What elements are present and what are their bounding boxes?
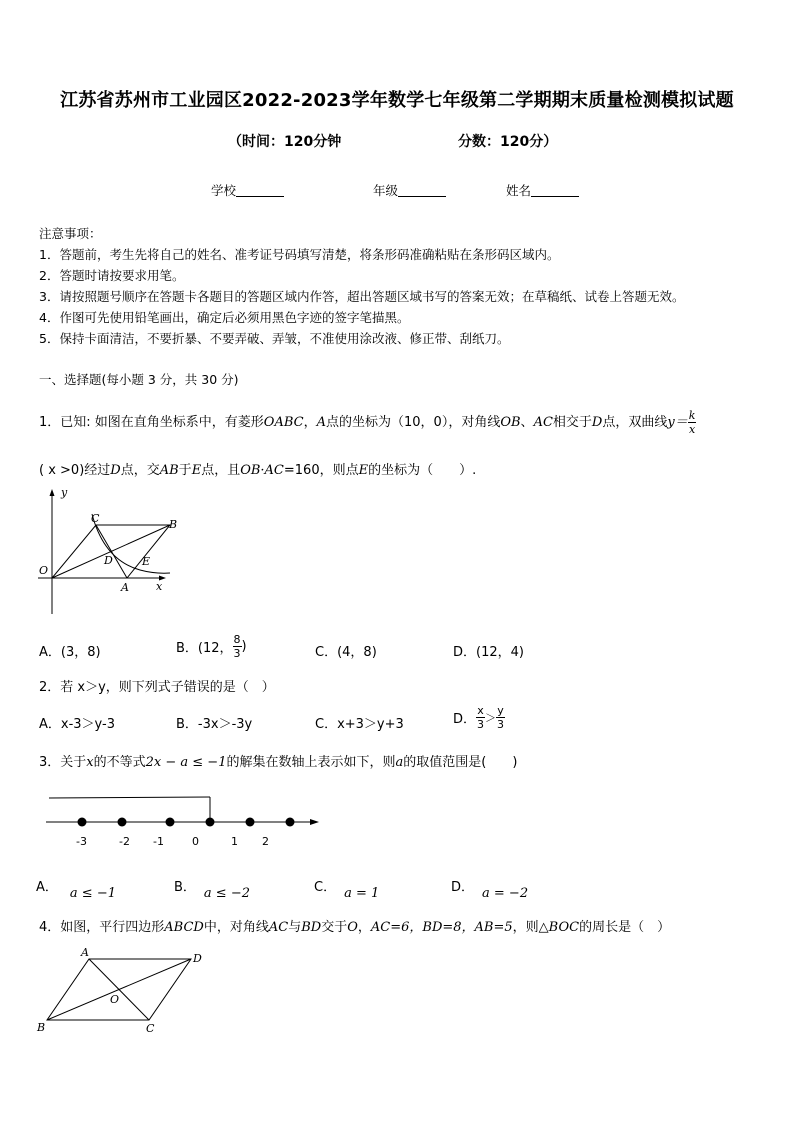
note-item: 3．请按照题号顺序在答题卡各题目的答题区域内作答，超出答题区域书写的答案无效；在草稿纸、试卷上答题无效。 [39,289,685,304]
school-label: 学校 [211,183,237,198]
q2-option-c[interactable]: C．x+3＞y+3 [315,717,404,732]
note-item: 1．答题前，考生先将自己的姓名、准考证号码填写清楚，将条形码准确粘贴在条形码区域内。 [39,247,560,262]
tick-label: 2 [262,835,269,848]
exam-title: 江苏省苏州市工业园区2022-2023学年数学七年级第二学期期末质量检测模拟试题 [60,90,734,111]
q1-option-d[interactable]: D．(12，4) [453,645,524,660]
label-c: C [91,512,100,525]
q1-option-c[interactable]: C．(4，8) [315,645,377,660]
q3-option-d[interactable]: D． a = −2 [451,880,529,901]
tick-dot [118,818,127,827]
label-a: A [121,581,129,594]
name-field [506,181,579,199]
label-x: x [156,580,163,593]
tick-label: 0 [192,835,199,848]
tick-label: -2 [119,835,130,848]
notes-heading: 注意事项： [39,226,102,241]
tick-dot [206,818,215,827]
label-a: A [81,946,89,959]
label-d: D [104,554,113,567]
label-d: D [193,952,202,965]
question-1-line2: ( x >0)经过D点，交AB于E点，且OB·AC=160，则点E的坐标为（ ）. [39,463,477,478]
number-line-figure [40,790,330,852]
q3-option-b[interactable]: B． a ≤ −2 [174,880,250,901]
tick-dot [78,818,87,827]
note-item: 2．答题时请按要求用笔。 [39,268,185,283]
question-2: 2．若 x＞y，则下列式子错误的是（ ） [39,680,275,695]
label-b: B [37,1021,46,1034]
grade-field [373,181,446,199]
tick-label: -1 [153,835,164,848]
q1-option-b[interactable]: B．(12， $\frac{8}{3}$ ) [176,633,247,660]
q2-option-b[interactable]: B．-3x＞-3y [176,717,253,732]
tick-dot [286,818,295,827]
tick-label: 1 [231,835,238,848]
tick-dot [246,818,255,827]
y-axis-arrow [50,489,55,496]
name-blank[interactable] [531,183,579,197]
question-1-line1: 1．已知: 如图在直角坐标系中，有菱形OABC，A点的坐标为（10，0），对角线OB、AC相交于D点，双曲线y＝ $\frac{k}{x}$ [39,409,696,436]
solution-bracket-top [49,797,210,798]
school-blank[interactable] [236,183,284,197]
note-item: 5．保持卡面清洁，不要折暴、不要弄破、弄皱，不准使用涂改液、修正带、刮纸刀。 [39,331,510,346]
section-heading: 一、选择题(每小题 3 分，共 30 分) [39,372,239,387]
label-o: O [110,993,120,1006]
grade-label: 年级 [373,183,399,198]
parallelogram-figure [30,940,220,1040]
q1-option-a[interactable]: A．(3，8) [39,645,101,660]
q3-option-c[interactable]: C． a = 1 [314,880,380,901]
total-score: 分数：120分） [458,134,558,150]
note-item: 4．作图可先使用铅笔画出，确定后必须用黑色字迹的签字笔描黑。 [39,310,410,325]
label-o: O [39,564,49,577]
diagonal-ac [96,525,127,578]
time-limit: （时间：120分钟 [228,134,342,150]
label-b: B [169,518,178,531]
q2-option-a[interactable]: A．x-3＞y-3 [39,717,115,732]
label-y: y [61,486,68,499]
tick-label: -3 [76,835,87,848]
k-over-x-fraction: $\frac{k}{x}$ [688,409,696,436]
school-field [211,181,284,199]
label-e: E [142,555,151,568]
q2-option-d[interactable]: D． $\frac{x}{3}$ ＞ $\frac{y}{3}$ [453,704,505,731]
tick-dot [166,818,175,827]
question-4: 4．如图，平行四边形ABCD中，对角线AC与BD交于O，AC=6，BD=8，AB=5，则△BOC的周长是（ ） [39,920,671,935]
rhombus-figure [30,480,200,620]
question-3: 3．关于x的不等式2x − a ≤ −1的解集在数轴上表示如下，则a的取值范围是( ) [39,755,518,770]
name-label: 姓名 [506,183,532,198]
label-c: C [146,1022,155,1035]
grade-blank[interactable] [398,183,446,197]
number-line-arrow [310,819,319,825]
q3-option-a[interactable]: A． a ≤ −1 [36,880,116,901]
